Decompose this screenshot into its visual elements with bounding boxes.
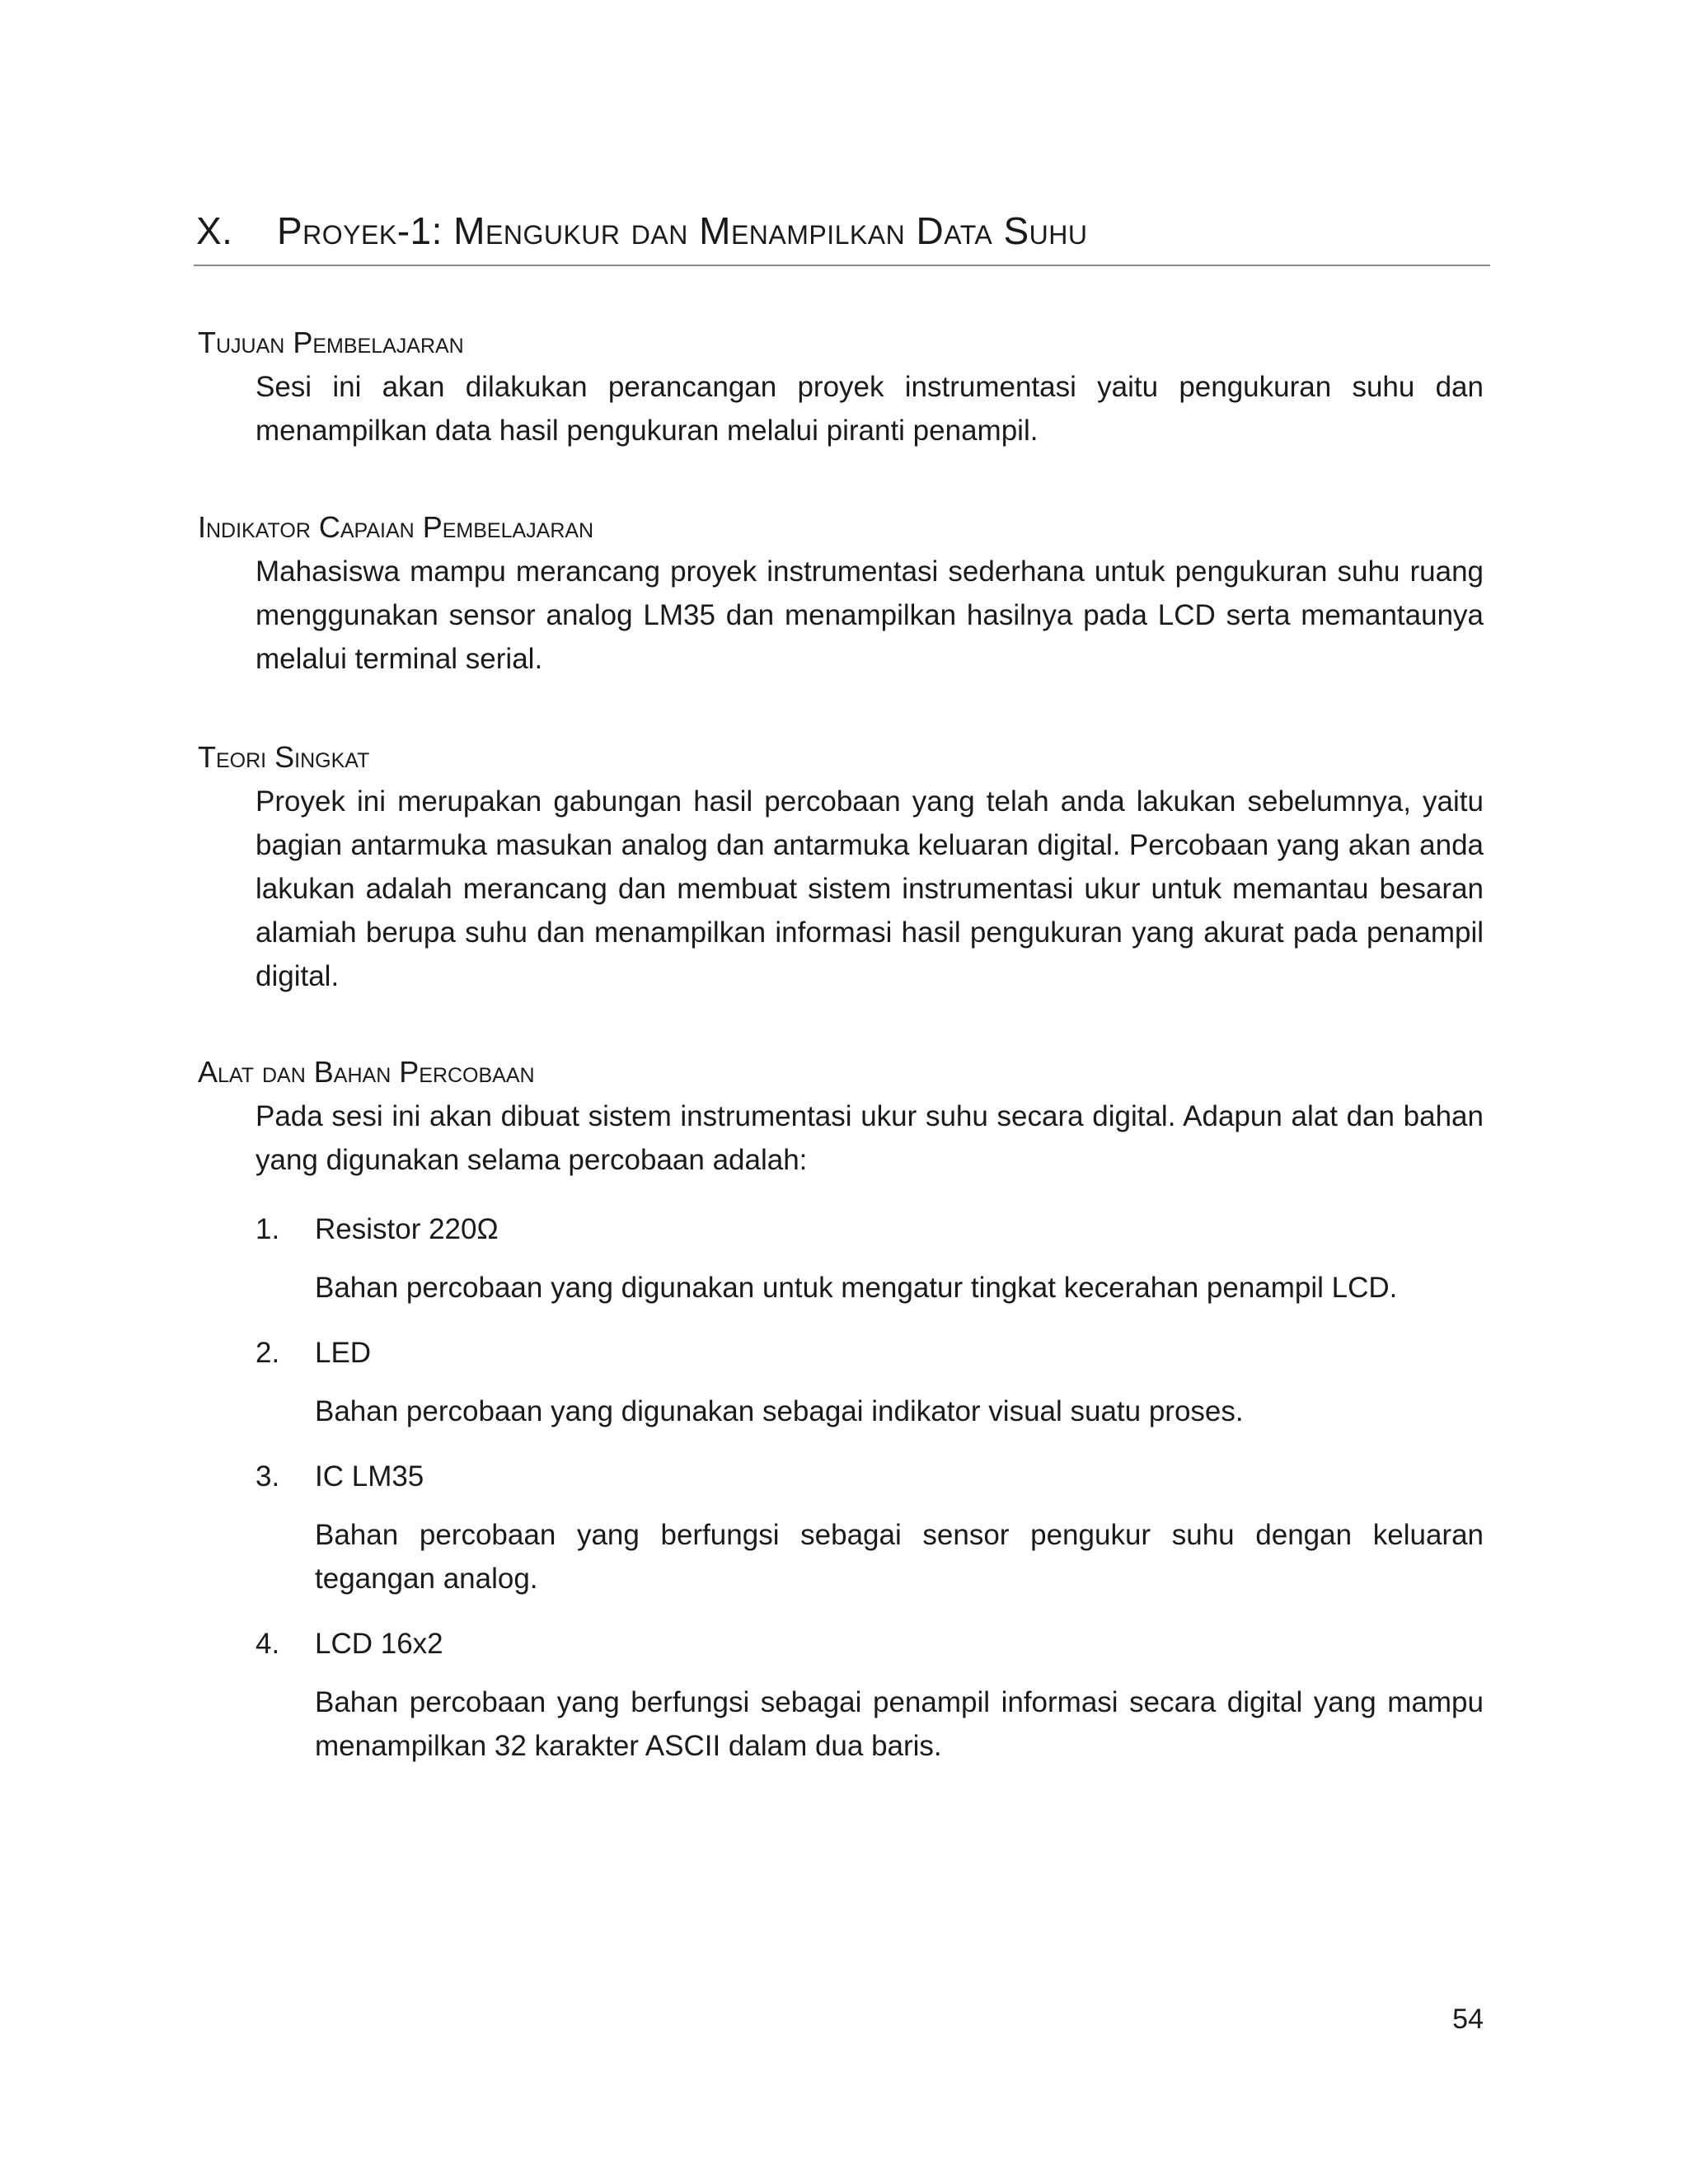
section-achievement-indicator	[198, 509, 1484, 681]
section-heading: Alat dan Bahan Percobaan	[198, 1055, 535, 1089]
section-body: Sesi ini akan dilakukan perancangan proyek instrumentasi yaitu pengukuran suhu dan menampilkan data hasil pengukuran melalui piranti penampil.	[256, 371, 1484, 447]
list-item-description: Bahan percobaan yang berfungsi sebagai sensor pengukur suhu dengan keluaran tegangan analog.	[315, 1519, 1484, 1595]
section-body: Pada sesi ini akan dibuat sistem instrumentasi ukur suhu secara digital. Adapun alat dan bahan yang digunakan selama percobaan adalah:	[256, 1100, 1484, 1176]
list-item-number: 1.	[256, 1213, 280, 1245]
section-body: Proyek ini merupakan gabungan hasil percobaan yang telah anda lakukan sebelumnya, yaitu bagian antarmuka masukan analog dan antarmuka keluaran digital. Percobaan yang akan anda lakukan adalah merancang dan membuat sistem instrumentasi ukur untuk memantau besaran alamiah berupa suhu dan menampilkan informasi hasil pengukuran yang akurat pada penampil digital.	[256, 785, 1484, 992]
list-item-name: IC LM35	[315, 1460, 424, 1493]
chapter-number: X.	[196, 209, 233, 252]
list-item	[256, 1622, 1484, 1768]
list-item-description: Bahan percobaan yang berfungsi sebagai penampil informasi secara digital yang mampu menampilkan 32 karakter ASCII dalam dua baris.	[315, 1686, 1484, 1762]
section-tools-materials	[198, 1053, 1484, 1182]
list-item-number: 2.	[256, 1337, 280, 1369]
page-number: 54	[1452, 2004, 1484, 2035]
section-heading: Teori Singkat	[198, 740, 370, 774]
list-item-number: 4.	[256, 1628, 280, 1660]
list-item	[256, 1455, 1484, 1601]
chapter-title	[196, 204, 1489, 257]
list-item-description: Bahan percobaan yang digunakan untuk mengatur tingkat kecerahan penampil LCD.	[315, 1272, 1398, 1304]
section-learning-objective	[198, 324, 1484, 452]
section-heading: Tujuan Pembelajaran	[198, 326, 464, 359]
section-brief-theory	[198, 738, 1484, 998]
materials-list	[256, 1207, 1484, 1789]
list-item-description: Bahan percobaan yang digunakan sebagai indikator visual suatu proses.	[315, 1395, 1244, 1427]
list-item-name: LED	[315, 1337, 372, 1369]
list-item-name: Resistor 220Ω	[315, 1213, 499, 1245]
title-divider	[194, 265, 1490, 266]
list-item-name: LCD 16x2	[315, 1628, 443, 1660]
list-item	[256, 1331, 1484, 1433]
section-heading: Indikator Capaian Pembelajaran	[198, 510, 594, 544]
chapter-title-text: Proyek-1: Mengukur dan Menampilkan Data Suhu	[277, 209, 1088, 252]
list-item-number: 3.	[256, 1460, 280, 1493]
list-item	[256, 1207, 1484, 1310]
section-body: Mahasiswa mampu merancang proyek instrumentasi sederhana untuk pengukuran suhu ruang menggunakan sensor analog LM35 dan menampilkan hasilnya pada LCD serta memantaunya melalui terminal serial.	[256, 555, 1484, 675]
